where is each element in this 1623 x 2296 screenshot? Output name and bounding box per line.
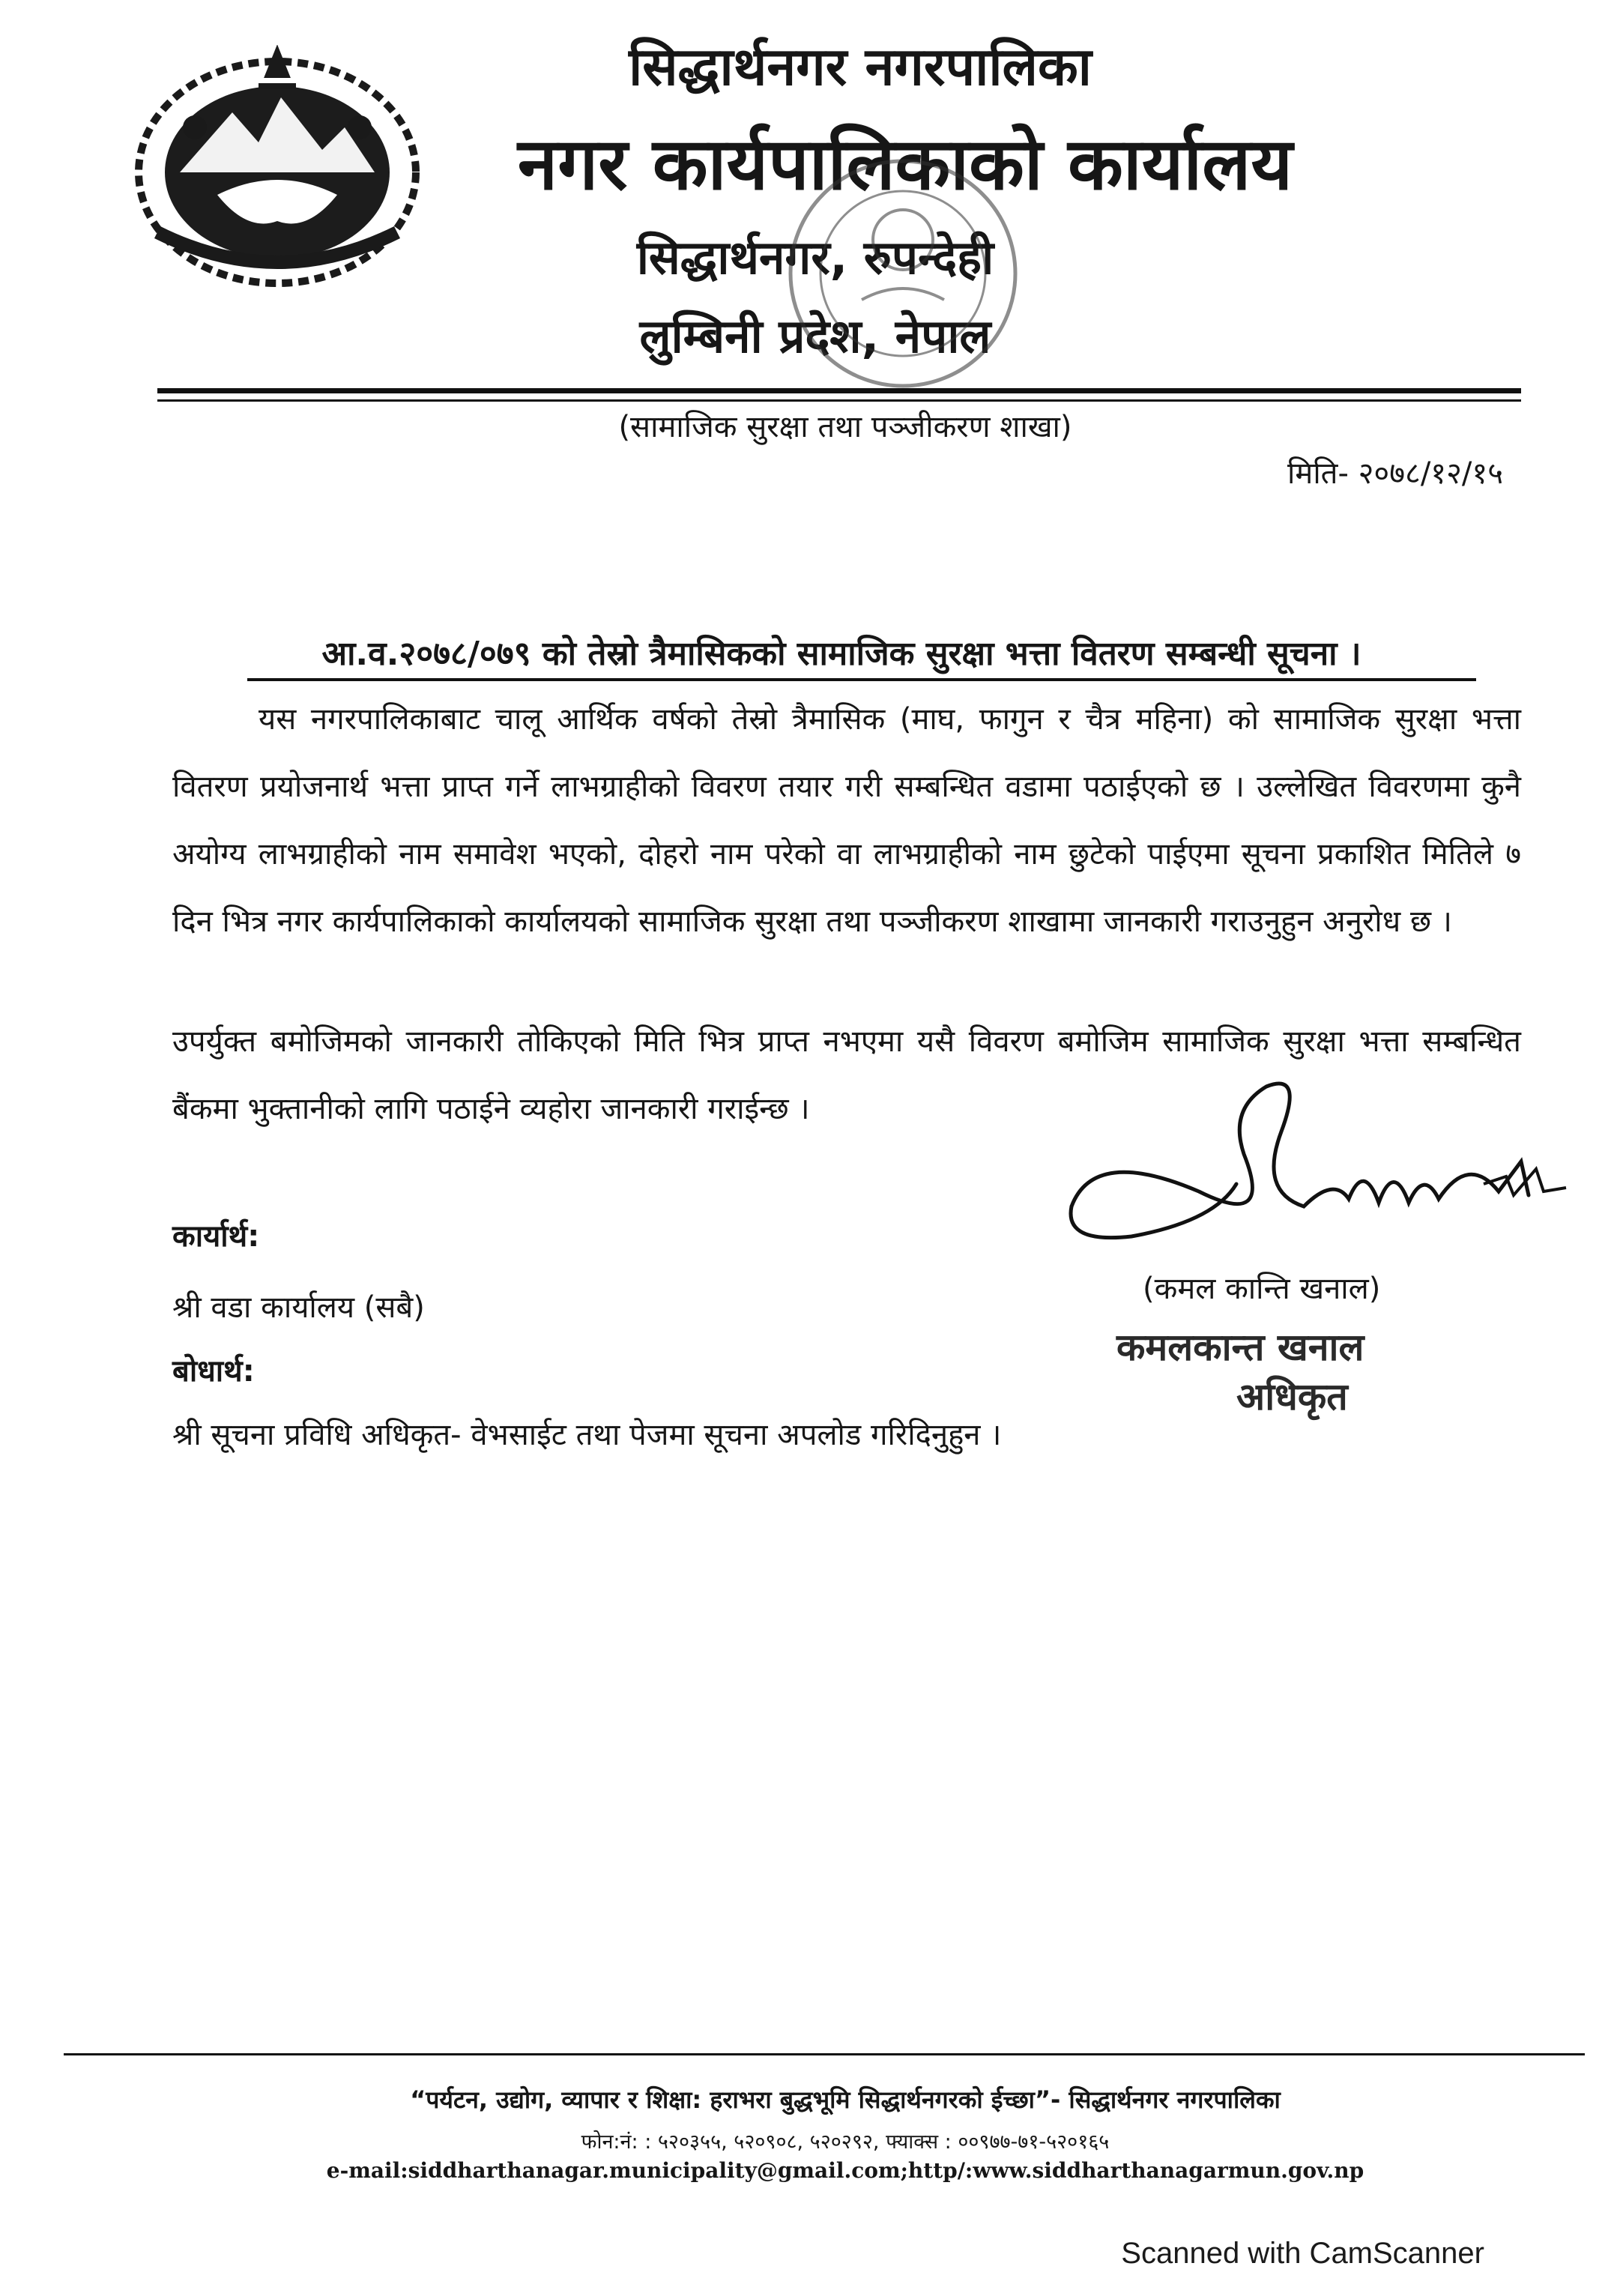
action-recipient: श्री वडा कार्यालय (सबै) bbox=[172, 1290, 425, 1325]
info-label: बोधार्थ: bbox=[172, 1354, 255, 1389]
office-name: नगर कार्यपालिकाको कार्यालय bbox=[517, 122, 1293, 206]
info-recipient: श्री सूचना प्रविधि अधिकृत- वेभसाईट तथा पेजमा सूचना अपलोड गरिदिनुहुन । bbox=[172, 1418, 1002, 1452]
letterhead-rule-thick bbox=[157, 388, 1521, 393]
notice-paragraph-2: उपर्युक्त बमोजिमको जानकारी तोकिएको मिति भित्र प्राप्त नभएमा यसै विवरण बमोजिम सामाजिक सुरक्षा भत्ता सम्बन्धित बैंकमा भुक्तानीको लागि पठाईने व्यहोरा जानकारी गराईन्छ । bbox=[172, 1024, 1521, 1126]
footer-contact: e-mail:siddharthanagar.municipality@gmail.com;http/:www.siddharthanagarmun.gov.np bbox=[326, 2158, 1364, 2183]
action-label: कार्यार्थ: bbox=[172, 1219, 260, 1254]
signatory-name: (कमल कान्ति खनाल) bbox=[1143, 1272, 1381, 1306]
province-country-line: लुम्बिनी प्रदेश, नेपाल bbox=[639, 309, 991, 363]
footer-motto: “पर्यटन, उद्योग, व्यापार र शिक्षा: हराभरा बुद्धभूमि सिद्धार्थनगरको ईच्छा”- सिद्धार्थनगर नगरपालिका bbox=[410, 2085, 1281, 2114]
section-name: (सामाजिक सुरक्षा तथा पञ्जीकरण शाखा) bbox=[618, 410, 1072, 444]
signatory-stamp-title: अधिकृत bbox=[1236, 1375, 1348, 1419]
notice-title: आ.व.२०७८/०७९ को तेस्रो त्रैमासिकको सामाजिक सुरक्षा भत्ता वितरण सम्बन्धी सूचना । bbox=[321, 635, 1361, 673]
scanner-watermark: Scanned with CamScanner bbox=[1121, 2237, 1484, 2270]
footer-rule bbox=[64, 2053, 1585, 2055]
document-date: मिति- २०७८/१२/१५ bbox=[1287, 456, 1503, 491]
letterhead-rule-thin bbox=[157, 399, 1521, 402]
round-office-stamp-icon bbox=[779, 150, 1027, 397]
notice-title-underline bbox=[247, 678, 1476, 681]
footer-phone: फोन:नं: : ५२०३५५, ५२०९०८, ५२०२९२, फ्याक्स : ००९७७-७१-५२०१६५ bbox=[581, 2130, 1110, 2154]
notice-paragraph-1: यस नगरपालिकाबाट चालू आर्थिक वर्षको तेस्रो त्रैमासिक (माघ, फागुन र चैत्र महिना) को सामाजिक सुरक्षा भत्ता वितरण प्रयोजनार्थ भत्ता प्राप्त गर्ने लाभग्राहीको विवरण तयार गरी सम्बन्धित वडामा पठाईएको छ । उल्लेखित विवरणमा कुनै अयोग्य लाभग्राहीको नाम समावेश भएको, दोहरो नाम परेको वा लाभग्राहीको नाम छुटेको पाईएमा सूचना प्रकाशित मितिले ७ दिन भित्र नगर कार्यपालिकाको कार्यालयको सामाजिक सुरक्षा तथा पञ्जीकरण शाखामा जानकारी गराउनुहुन अनुरोध छ । bbox=[172, 702, 1521, 939]
signatory-stamp-name: कमलकान्त खनाल bbox=[1116, 1326, 1364, 1369]
municipality-name: सिद्धार्थनगर नगरपालिका bbox=[629, 36, 1092, 97]
city-district-line: सिद्धार्थनगर, रुपन्देही bbox=[636, 230, 994, 285]
